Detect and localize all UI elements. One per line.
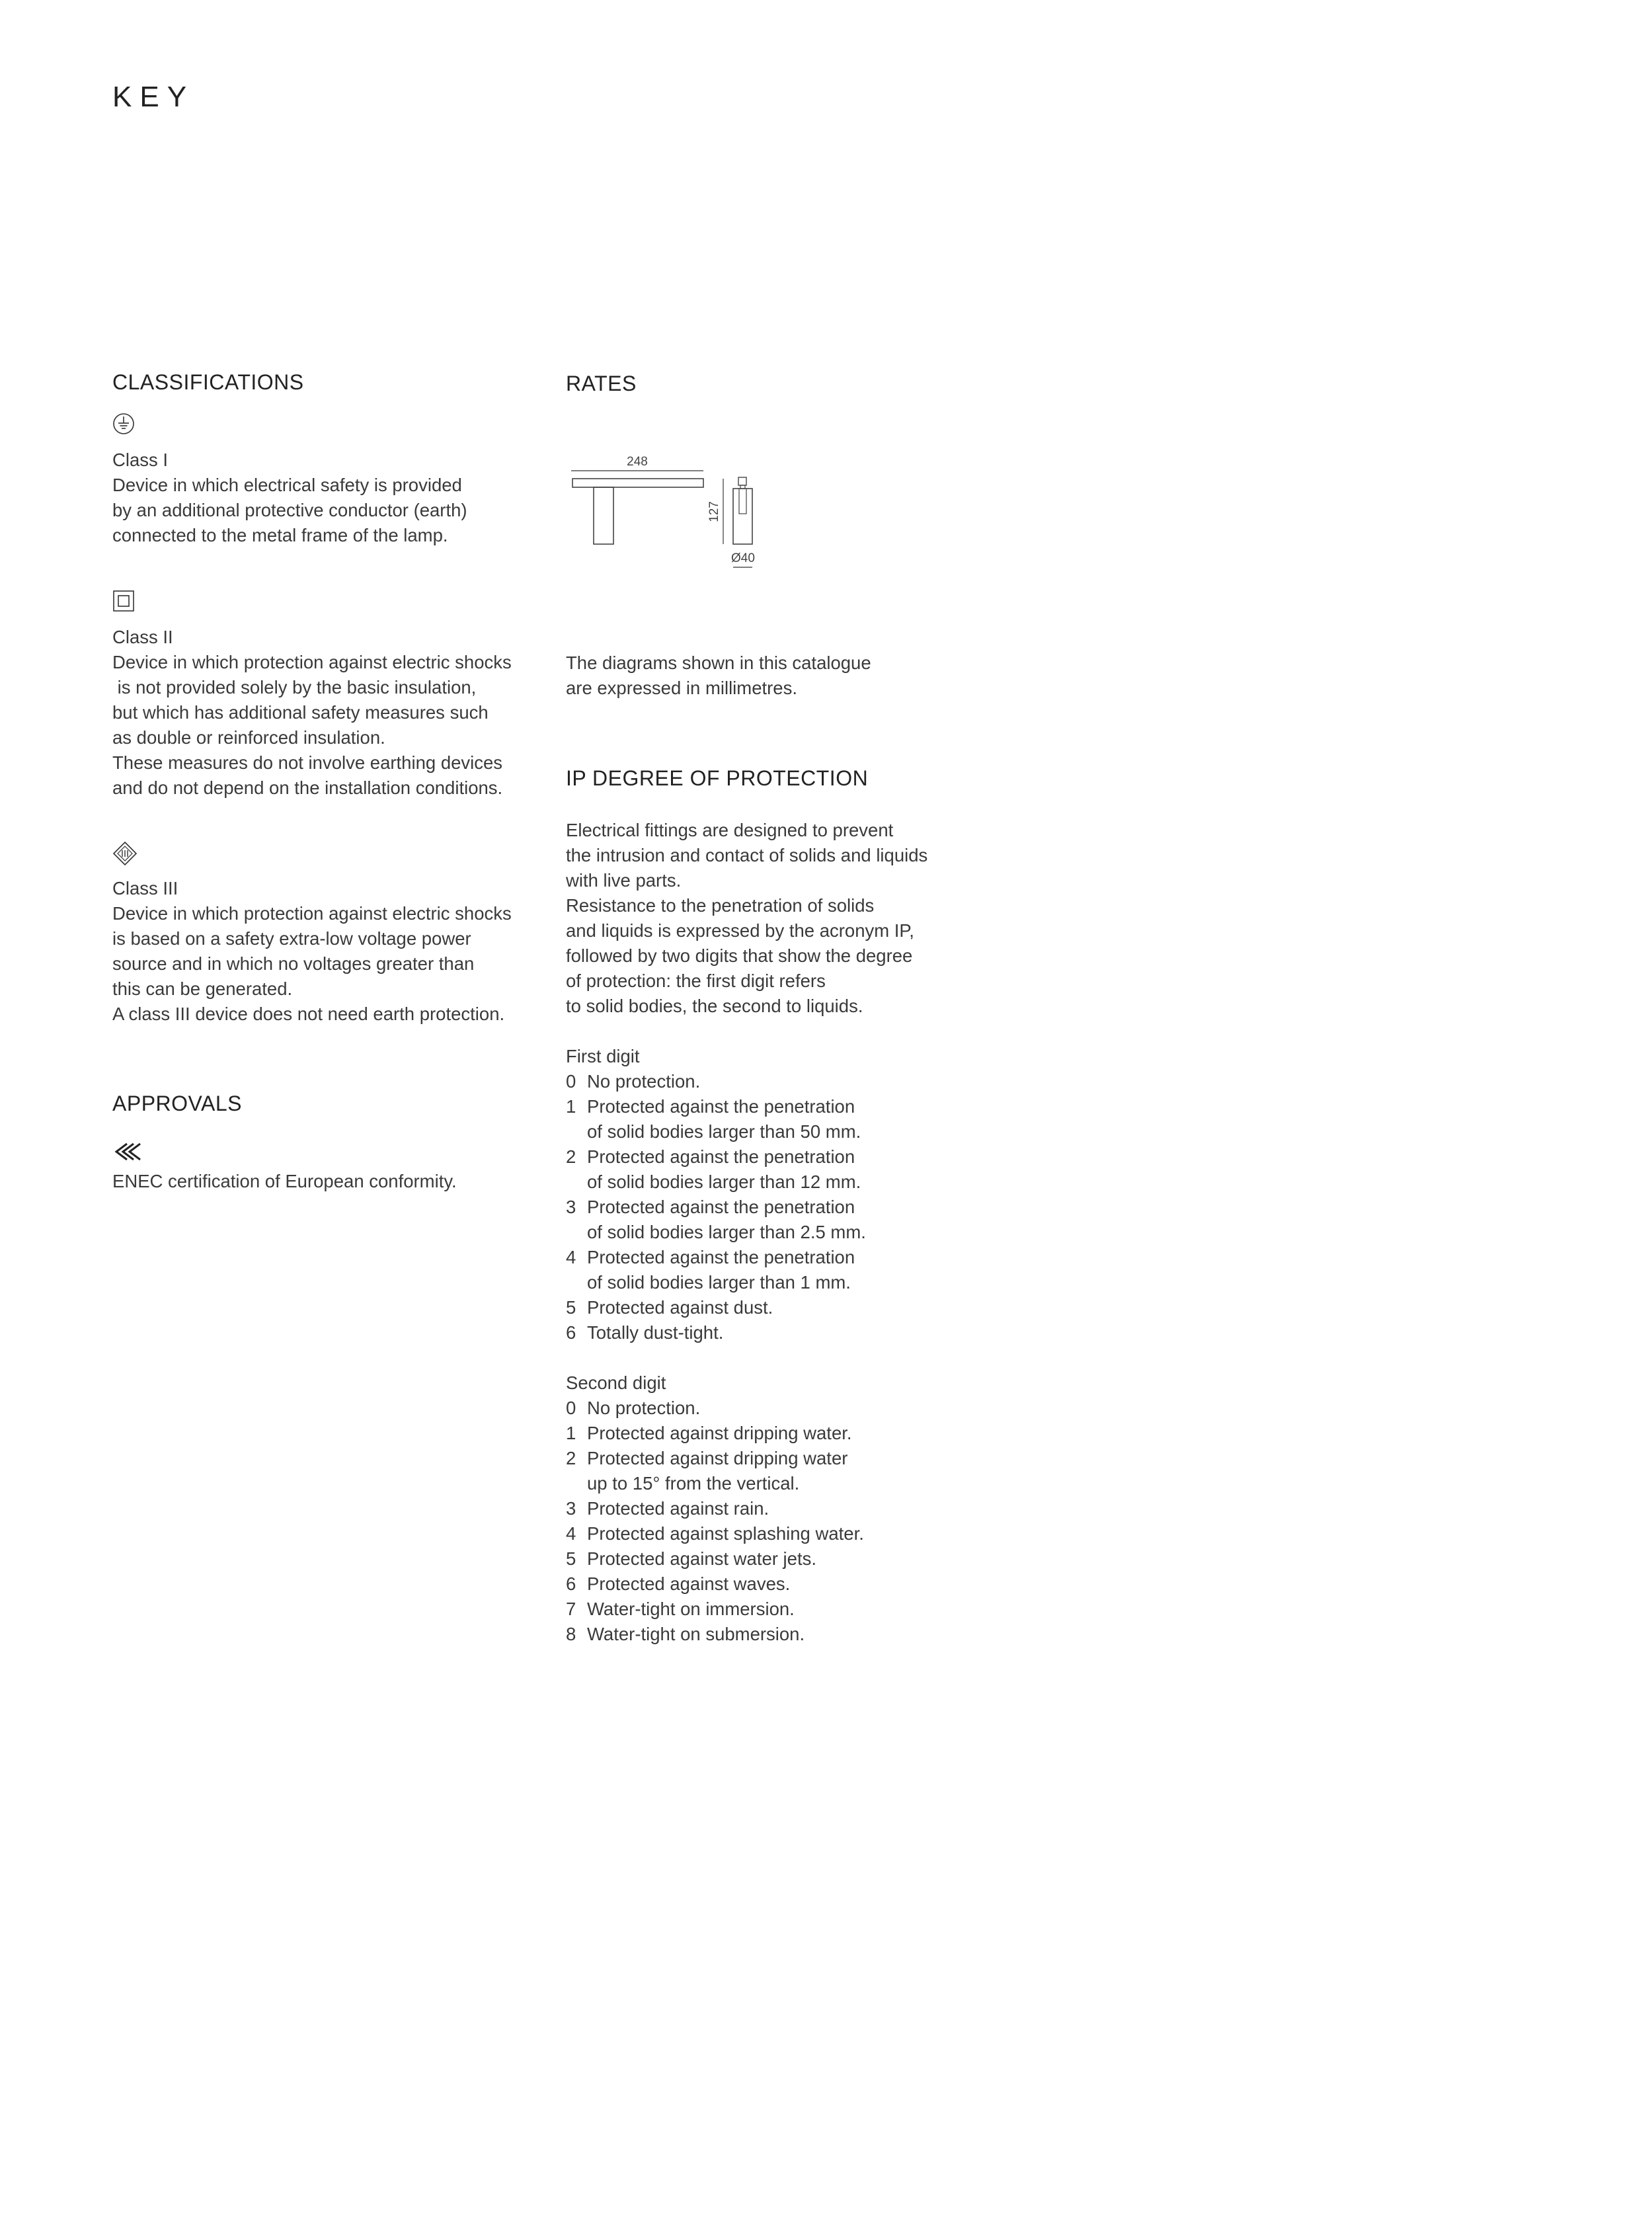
item-number: 5	[566, 1297, 576, 1318]
list-item	[566, 1094, 989, 1119]
list-item	[566, 1521, 989, 1546]
height-dimension-label: 127	[707, 501, 721, 522]
text-line: and liquids is expressed by the acronym IP,	[566, 920, 914, 941]
item-number: 7	[566, 1599, 576, 1619]
class-1-block	[112, 413, 535, 435]
text-line: These measures do not involve earthing devices	[112, 752, 503, 773]
item-number: 3	[566, 1498, 576, 1519]
first-digit-block	[566, 1044, 989, 1345]
text-line: Device in which protection against electric shocks	[112, 652, 512, 672]
text-line: of protection: the first digit refers	[566, 971, 826, 991]
item-text: Protected against water jets.	[587, 1548, 816, 1569]
page-title: KEY	[112, 81, 195, 113]
list-item-continuation	[566, 1170, 989, 1195]
item-number: 2	[566, 1146, 576, 1167]
text-line: to solid bodies, the second to liquids.	[566, 996, 863, 1016]
text-line: The diagrams shown in this catalogue	[566, 653, 871, 673]
diamond-iii-icon	[112, 841, 138, 866]
second-digit-list	[566, 1396, 989, 1647]
ip-heading: IP DEGREE OF PROTECTION	[566, 766, 869, 790]
text-line: Device in which electrical safety is provided	[112, 475, 462, 495]
text-line: Device in which protection against electric shocks	[112, 903, 512, 924]
list-item-continuation	[566, 1119, 989, 1144]
item-text: No protection.	[587, 1071, 701, 1092]
text-line: Electrical fittings are designed to prevent	[566, 820, 894, 840]
item-text: up to 15° from the vertical.	[587, 1473, 800, 1493]
class-2-block	[112, 590, 535, 612]
item-text: Protected against the penetration	[587, 1247, 855, 1267]
item-text: of solid bodies larger than 1 mm.	[587, 1272, 851, 1293]
item-text: of solid bodies larger than 12 mm.	[587, 1172, 861, 1192]
list-item	[566, 1320, 989, 1345]
text-line: A class III device does not need earth protection.	[112, 1004, 505, 1024]
text-line: the intrusion and contact of solids and liquids	[566, 845, 928, 865]
rates-note	[566, 651, 989, 701]
list-item	[566, 1069, 989, 1094]
classifications-section	[112, 370, 535, 395]
class-1-title: Class I	[112, 450, 169, 470]
text-line: followed by two digits that show the degree	[566, 945, 913, 966]
list-item	[566, 1546, 989, 1572]
text-line: are expressed in millimetres.	[566, 678, 797, 698]
approvals-icon-wrap	[112, 1142, 535, 1162]
list-item-continuation	[566, 1471, 989, 1496]
ip-intro	[566, 818, 989, 1019]
dimension-diagram	[566, 450, 764, 575]
first-digit-title: First digit	[566, 1046, 640, 1066]
text-line: connected to the metal frame of the lamp.	[112, 525, 448, 545]
item-number: 8	[566, 1624, 576, 1644]
item-text: Protected against rain.	[587, 1498, 769, 1519]
item-text: No protection.	[587, 1398, 701, 1418]
list-item	[566, 1195, 989, 1220]
item-text: Protected against the penetration	[587, 1197, 855, 1217]
item-text: Protected against the penetration	[587, 1096, 855, 1117]
item-number: 0	[566, 1071, 576, 1092]
item-text: Protected against dripping water	[587, 1448, 848, 1468]
item-text: of solid bodies larger than 50 mm.	[587, 1121, 861, 1142]
double-square-icon	[112, 590, 135, 612]
first-digit-list	[566, 1069, 989, 1345]
item-text: Protected against splashing water.	[587, 1523, 864, 1544]
item-text: Protected against waves.	[587, 1573, 791, 1594]
text-line: as double or reinforced insulation.	[112, 727, 385, 748]
item-number: 4	[566, 1247, 576, 1267]
item-number: 0	[566, 1398, 576, 1418]
second-digit-title: Second digit	[566, 1373, 666, 1393]
enec-mark-icon	[112, 1142, 141, 1162]
item-number: 6	[566, 1322, 576, 1343]
item-number: 6	[566, 1573, 576, 1594]
list-item	[566, 1421, 989, 1446]
item-number: 5	[566, 1548, 576, 1569]
list-item	[566, 1446, 989, 1471]
item-number: 3	[566, 1197, 576, 1217]
list-item	[566, 1245, 989, 1270]
text-line: is based on a safety extra-low voltage power	[112, 928, 471, 949]
class-2-description	[112, 625, 535, 801]
list-item-continuation	[566, 1220, 989, 1245]
list-item	[566, 1597, 989, 1622]
list-item	[566, 1295, 989, 1320]
item-number: 4	[566, 1523, 576, 1544]
list-item	[566, 1496, 989, 1521]
width-dimension-label: 248	[627, 455, 648, 469]
item-text: of solid bodies larger than 2.5 mm.	[587, 1222, 866, 1242]
item-number: 1	[566, 1423, 576, 1443]
text-line: but which has additional safety measures such	[112, 702, 489, 723]
list-item	[566, 1396, 989, 1421]
text-line: and do not depend on the installation conditions.	[112, 777, 503, 798]
item-text: Protected against the penetration	[587, 1146, 855, 1167]
item-text: Protected against dust.	[587, 1297, 773, 1318]
text-line: is not provided solely by the basic insulation,	[112, 677, 477, 697]
text-line: source and in which no voltages greater than	[112, 953, 475, 974]
classifications-heading: CLASSIFICATIONS	[112, 370, 304, 394]
diameter-dimension-label: Ø40	[731, 551, 755, 565]
item-text: Protected against dripping water.	[587, 1423, 852, 1443]
text-line: this can be generated.	[112, 978, 293, 999]
class-1-description	[112, 448, 535, 548]
class-3-block	[112, 841, 535, 866]
text-line: by an additional protective conductor (earth)	[112, 500, 467, 520]
approvals-text: ENEC certification of European conformity.	[112, 1171, 457, 1191]
list-item	[566, 1622, 989, 1647]
class-3-title: Class III	[112, 878, 178, 898]
class-2-title: Class II	[112, 627, 173, 647]
text-line: Resistance to the penetration of solids	[566, 895, 875, 916]
list-item-continuation	[566, 1270, 989, 1295]
item-text: Totally dust-tight.	[587, 1322, 724, 1343]
text-line: with live parts.	[566, 870, 682, 891]
approvals-heading: APPROVALS	[112, 1092, 242, 1115]
item-text: Water-tight on submersion.	[587, 1624, 805, 1644]
item-text: Water-tight on immersion.	[587, 1599, 795, 1619]
item-number: 2	[566, 1448, 576, 1468]
earth-ground-icon	[112, 413, 135, 435]
class-3-description	[112, 876, 535, 1027]
item-number: 1	[566, 1096, 576, 1117]
rates-heading: RATES	[566, 372, 637, 395]
list-item	[566, 1572, 989, 1597]
list-item	[566, 1144, 989, 1170]
second-digit-block	[566, 1371, 989, 1647]
